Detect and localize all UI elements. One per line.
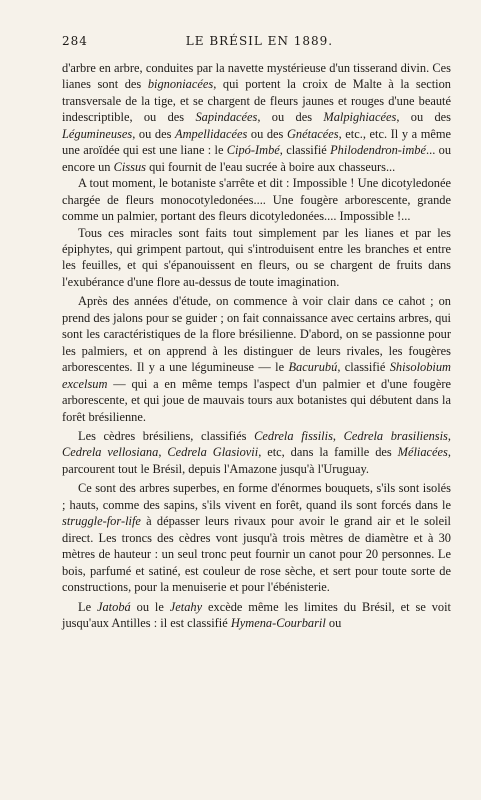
paragraph — [62, 480, 451, 595]
italic-term: Cedrela vellosiana — [62, 445, 159, 460]
text-run: , ou des — [257, 110, 324, 125]
paragraph — [62, 225, 451, 291]
italic-term: Cipó-Imbé — [226, 143, 280, 158]
italic-term: bignoniacées — [147, 77, 214, 92]
paragraph — [62, 293, 451, 425]
text-run: , qui portent la croix de Malte à la section transversale de la tige, et se chargent de fleurs jaunes et rouges d'une beauté indescriptible, ou des — [62, 77, 451, 125]
text-run: ou le — [130, 599, 170, 614]
italic-term: Bacurubú — [288, 360, 338, 375]
text-run: à dépasser leurs rivaux pour avoir le grand air et le soleil direct. Les troncs des cèdres vont jusqu'à trois mètres de diamètre et à 30 mètres de hauteur : un seul tronc peut fournir un canot pour 20 personnes. Le bois, parfumé et satiné, est couleur de rose sèche, et sert pour toute sorte de constructions, pour la menuiserie et pour l'ébénisterie. — [62, 514, 451, 595]
italic-term: struggle-for-life — [62, 514, 141, 529]
text-run: , parcourent tout le Brésil, depuis l'Amazone jusqu'à l'Uruguay. — [62, 445, 451, 476]
text-run: d'arbre en arbre, conduites par la navette mystérieuse d'un tisserand divin. Ces lianes sont des — [62, 61, 451, 92]
text-run: , etc, dans la famille des — [258, 445, 398, 460]
text-run: qui fournit de l'eau sucrée à boire aux chasseurs... — [145, 159, 396, 174]
text-run: Le — [78, 599, 97, 614]
italic-term: Philodendron-imbé — [330, 143, 427, 158]
running-header — [62, 34, 451, 48]
text-run: ou des — [247, 126, 287, 141]
page-number: 284 — [62, 34, 88, 48]
text-run: excède même les limites du Brésil, et se voit jusqu'aux Antilles : il est classifié — [62, 599, 451, 630]
text-run: ... ou encore un — [62, 143, 452, 174]
text-run: ou — [325, 615, 342, 630]
italic-term: Jatobá — [96, 599, 131, 614]
body-text — [62, 60, 451, 631]
italic-term: Cedrela fissilis — [254, 428, 333, 443]
paragraph — [62, 599, 451, 632]
italic-term: Sapindacées — [195, 110, 258, 125]
italic-term: Méliacées — [397, 445, 448, 460]
italic-term: Jetahy — [169, 599, 203, 614]
text-run: , classifié — [279, 143, 331, 158]
italic-term: Gnétacées — [286, 126, 339, 141]
italic-term: Malpighiacées — [323, 110, 397, 125]
text-run: Les cèdres brésiliens, classifiés — [78, 428, 255, 443]
paragraph — [62, 60, 451, 175]
italic-term: Cissus — [113, 159, 146, 174]
text-run: , — [332, 428, 344, 443]
italic-term: Légumineuses — [62, 126, 133, 141]
italic-term: Ampellidacées — [175, 126, 248, 141]
italic-term: Cedrela brasiliensis — [343, 428, 448, 443]
paragraph — [62, 428, 451, 477]
italic-term: Cedrela Glasiovii — [167, 445, 259, 460]
text-run: — qui a en même temps l'aspect d'un palmier et d'une fougère arborescente, et qui joue de mauvais tours aux botanistes qui débutent dans la forêt brésilienne. — [62, 376, 451, 424]
text-run: Ce sont des arbres superbes, en forme d'énormes bouquets, s'ils sont isolés ; hauts, comme des sapins, s'ils vivent en forêt, quand ils sont forcés dans le — [62, 481, 451, 512]
paragraph — [62, 175, 451, 224]
text-run: , ou des — [396, 110, 451, 125]
text-run: , ou des — [132, 126, 176, 141]
italic-term: Shisolobium excelsum — [62, 360, 451, 391]
text-run: Après des années d'étude, on commence à voir clair dans ce cahot ; on prend des jalons pour se guider ; on fait connaissance avec certains arbres, qui sont les caractéristiques de la flore brésilienne. D'abord, on se passionne pour les palmiers, et on apprend à les distinguer de leurs rivales, les fougères arborescentes. Il y a une légumineuse — le — [62, 294, 451, 375]
italic-term: Hymena-Courbaril — [230, 615, 326, 630]
text-run: , — [447, 428, 451, 443]
text-run: , etc., etc. Il y a même une aroïdée qui est une liane : le — [62, 126, 451, 158]
text-run: Tous ces miracles sont faits tout simplement par les lianes et par les épiphytes, qui grimpent partout, qui s'introduisent entre les branches et entre les feuilles, et qui s'épanouissent en fleurs, ou se chargent de fruits dans l'exubérance d'une flore au-dessus de toute imagination. — [62, 225, 451, 289]
running-title: LE BRÉSIL EN 1889. — [185, 34, 334, 48]
text-run: A tout moment, le botaniste s'arrête et dit : Impossible ! Une dicotyledonée chargée de fleurs monocotyledonées.... Une fougère arborescente, grande comme un palmier, portant des fleurs dicotyledonées.... Impossible !... — [62, 176, 451, 224]
text-run: , classifié — [337, 360, 390, 375]
text-run: , — [158, 445, 168, 460]
